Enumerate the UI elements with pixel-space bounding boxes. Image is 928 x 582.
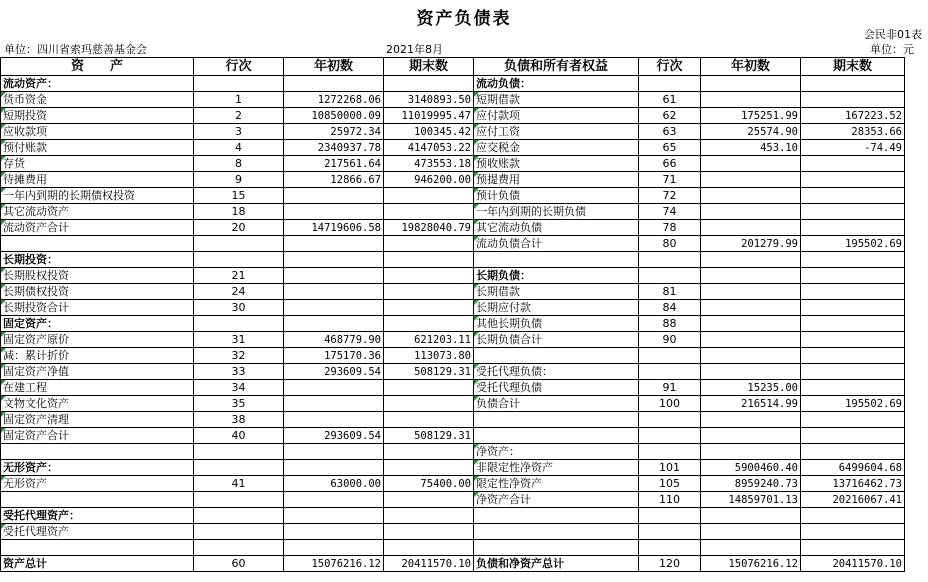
asset-name-cell[interactable]: 其它流动资产 — [1, 204, 194, 220]
liability-name-cell[interactable]: 受托代理负债： — [474, 364, 639, 380]
asset-begin-cell[interactable]: 175170.36 — [284, 348, 384, 364]
table-row — [1, 428, 905, 444]
asset-end-cell[interactable] — [384, 300, 474, 316]
col-header-begin: 年初数 — [284, 58, 384, 76]
liability-end-cell[interactable] — [801, 428, 905, 444]
liability-name-cell[interactable] — [474, 348, 639, 364]
liability-row-no-cell[interactable]: 100 — [639, 396, 701, 412]
liability-begin-cell[interactable] — [701, 540, 801, 556]
liability-name-cell[interactable] — [474, 252, 639, 268]
table-row — [1, 540, 905, 556]
liability-end-cell[interactable]: 195502.69 — [801, 236, 905, 252]
table-row — [1, 460, 905, 476]
liability-name-cell[interactable]: 应付工资 — [474, 124, 639, 140]
liability-name-cell[interactable]: 非限定性净资产 — [474, 460, 639, 476]
asset-begin-cell[interactable]: 12866.67 — [284, 172, 384, 188]
asset-row-no-cell[interactable]: 31 — [194, 332, 284, 348]
liability-end-cell[interactable] — [801, 444, 905, 460]
liability-end-cell[interactable] — [801, 188, 905, 204]
liability-begin-cell[interactable] — [701, 316, 801, 332]
liability-begin-cell[interactable] — [701, 284, 801, 300]
asset-name-cell[interactable]: 预付账款 — [1, 140, 194, 156]
liability-end-cell[interactable] — [801, 156, 905, 172]
table-row — [1, 348, 905, 364]
liability-begin-cell[interactable] — [701, 364, 801, 380]
liability-row-no-cell[interactable] — [639, 364, 701, 380]
liability-begin-cell[interactable] — [701, 508, 801, 524]
asset-row-no-cell[interactable]: 2 — [194, 108, 284, 124]
liability-begin-cell[interactable]: 5900460.40 — [701, 460, 801, 476]
liability-row-no-cell[interactable]: 61 — [639, 92, 701, 108]
asset-name-cell[interactable]: 短期投资 — [1, 108, 194, 124]
asset-row-no-cell[interactable] — [194, 252, 284, 268]
asset-end-cell[interactable] — [384, 236, 474, 252]
table-row — [1, 220, 905, 236]
liability-row-no-cell[interactable] — [639, 412, 701, 428]
table-row — [1, 380, 905, 396]
liability-row-no-cell[interactable]: 65 — [639, 140, 701, 156]
liability-begin-cell[interactable] — [701, 92, 801, 108]
liability-row-no-cell[interactable]: 101 — [639, 460, 701, 476]
liability-row-no-cell[interactable] — [639, 508, 701, 524]
asset-name-cell[interactable]: 固定资产合计 — [1, 428, 194, 444]
liability-name-cell[interactable]: 预计负债 — [474, 188, 639, 204]
asset-begin-cell[interactable] — [284, 252, 384, 268]
asset-row-no-cell[interactable] — [194, 316, 284, 332]
asset-begin-cell[interactable] — [284, 236, 384, 252]
liability-row-no-cell[interactable] — [639, 252, 701, 268]
liability-name-cell[interactable]: 长期负债合计 — [474, 332, 639, 348]
liability-begin-cell[interactable] — [701, 524, 801, 540]
col-header-row-no-2: 行次 — [639, 58, 701, 76]
asset-begin-cell[interactable] — [284, 204, 384, 220]
asset-row-no-cell[interactable]: 30 — [194, 300, 284, 316]
asset-end-cell[interactable]: 113073.80 — [384, 348, 474, 364]
asset-row-no-cell[interactable]: 38 — [194, 412, 284, 428]
asset-row-no-cell[interactable] — [194, 524, 284, 540]
liability-begin-cell[interactable]: 8959240.73 — [701, 476, 801, 492]
liability-end-cell[interactable] — [801, 268, 905, 284]
asset-begin-cell[interactable] — [284, 188, 384, 204]
asset-begin-cell[interactable] — [284, 300, 384, 316]
header-row — [1, 58, 905, 76]
asset-begin-cell[interactable] — [284, 508, 384, 524]
table-row — [1, 188, 905, 204]
liability-begin-cell[interactable]: 175251.99 — [701, 108, 801, 124]
liability-row-no-cell[interactable] — [639, 76, 701, 92]
liability-row-no-cell[interactable]: 105 — [639, 476, 701, 492]
asset-end-cell[interactable] — [384, 204, 474, 220]
asset-name-cell[interactable]: 存货 — [1, 156, 194, 172]
asset-end-cell[interactable] — [384, 268, 474, 284]
liability-end-cell[interactable] — [801, 172, 905, 188]
asset-name-cell[interactable]: 应收款项 — [1, 124, 194, 140]
liability-begin-cell[interactable] — [701, 172, 801, 188]
liability-end-cell[interactable] — [801, 252, 905, 268]
liability-name-cell[interactable]: 长期负债： — [474, 268, 639, 284]
asset-end-cell[interactable] — [384, 524, 474, 540]
liability-end-cell[interactable] — [801, 508, 905, 524]
liability-end-cell[interactable]: -74.49 — [801, 140, 905, 156]
liability-row-no-cell[interactable] — [639, 428, 701, 444]
asset-end-cell[interactable] — [384, 492, 474, 508]
liability-end-cell[interactable]: 6499604.68 — [801, 460, 905, 476]
asset-name-cell[interactable] — [1, 236, 194, 252]
table-row — [1, 76, 905, 92]
organization-label: 单位：四川省索玛慈善基金会 — [4, 43, 147, 56]
asset-begin-cell[interactable]: 468779.90 — [284, 332, 384, 348]
asset-row-no-cell[interactable]: 20 — [194, 220, 284, 236]
asset-end-cell[interactable]: 508129.31 — [384, 428, 474, 444]
asset-begin-cell[interactable]: 217561.64 — [284, 156, 384, 172]
asset-row-no-cell[interactable]: 32 — [194, 348, 284, 364]
asset-total-label[interactable]: 资产总计 — [1, 556, 194, 572]
liability-end-cell[interactable] — [801, 92, 905, 108]
liability-begin-cell[interactable]: 14859701.13 — [701, 492, 801, 508]
liability-name-cell[interactable]: 负债合计 — [474, 396, 639, 412]
asset-begin-cell[interactable]: 25972.34 — [284, 124, 384, 140]
liability-row-no-cell[interactable] — [639, 444, 701, 460]
table-row — [1, 172, 905, 188]
liability-name-cell[interactable]: 其他长期负债 — [474, 316, 639, 332]
asset-begin-cell[interactable] — [284, 492, 384, 508]
asset-name-cell[interactable]: 流动资产合计 — [1, 220, 194, 236]
asset-end-cell[interactable]: 621203.11 — [384, 332, 474, 348]
liability-name-cell[interactable]: 流动负债合计 — [474, 236, 639, 252]
liability-row-no-cell[interactable] — [639, 348, 701, 364]
asset-name-cell[interactable]: 在建工程 — [1, 380, 194, 396]
table-row — [1, 524, 905, 540]
liability-end-cell[interactable] — [801, 380, 905, 396]
table-body — [1, 76, 905, 572]
asset-name-cell[interactable]: 减：累计折价 — [1, 348, 194, 364]
asset-row-no-cell[interactable]: 3 — [194, 124, 284, 140]
liability-begin-cell[interactable] — [701, 412, 801, 428]
asset-row-no-cell[interactable]: 24 — [194, 284, 284, 300]
liability-end-cell[interactable]: 13716462.73 — [801, 476, 905, 492]
asset-begin-cell[interactable] — [284, 284, 384, 300]
liability-begin-cell[interactable] — [701, 220, 801, 236]
liability-end-cell[interactable] — [801, 364, 905, 380]
asset-row-no-cell[interactable]: 33 — [194, 364, 284, 380]
liability-end-cell[interactable]: 28353.66 — [801, 124, 905, 140]
asset-end-cell[interactable] — [384, 284, 474, 300]
asset-begin-cell[interactable]: 1272268.06 — [284, 92, 384, 108]
liability-end-cell[interactable]: 20216067.41 — [801, 492, 905, 508]
liability-row-no-cell[interactable]: 110 — [639, 492, 701, 508]
table-row — [1, 204, 905, 220]
liability-row-no-cell[interactable] — [639, 524, 701, 540]
liability-begin-cell[interactable] — [701, 204, 801, 220]
col-header-assets: 资 产 — [1, 58, 194, 76]
asset-name-cell[interactable]: 文物文化资产 — [1, 396, 194, 412]
table-row — [1, 268, 905, 284]
asset-row-no-cell[interactable]: 4 — [194, 140, 284, 156]
asset-begin-cell[interactable] — [284, 444, 384, 460]
liability-row-no-cell[interactable]: 74 — [639, 204, 701, 220]
liability-end-cell[interactable] — [801, 300, 905, 316]
liability-name-cell[interactable]: 应付款项 — [474, 108, 639, 124]
liability-end-cell[interactable] — [801, 284, 905, 300]
asset-name-cell[interactable] — [1, 540, 194, 556]
asset-name-cell[interactable]: 固定资产： — [1, 316, 194, 332]
asset-name-cell[interactable]: 固定资产净值 — [1, 364, 194, 380]
asset-end-cell[interactable]: 4147053.22 — [384, 140, 474, 156]
liability-row-no-cell[interactable] — [639, 540, 701, 556]
asset-row-no-cell[interactable]: 21 — [194, 268, 284, 284]
report-period: 2021年8月 — [386, 43, 443, 56]
liability-row-no-cell[interactable]: 84 — [639, 300, 701, 316]
total-row — [1, 556, 905, 572]
currency-unit: 单位：元 — [870, 43, 914, 56]
liability-name-cell[interactable]: 长期借款 — [474, 284, 639, 300]
col-header-begin-2: 年初数 — [701, 58, 801, 76]
asset-end-cell[interactable]: 19828040.79 — [384, 220, 474, 236]
asset-begin-cell[interactable] — [284, 460, 384, 476]
asset-row-no-cell[interactable] — [194, 444, 284, 460]
table-row — [1, 412, 905, 428]
table-row — [1, 140, 905, 156]
col-header-end-2: 期末数 — [801, 58, 905, 76]
table-row — [1, 252, 905, 268]
liability-begin-cell[interactable]: 25574.90 — [701, 124, 801, 140]
asset-name-cell[interactable]: 流动资产： — [1, 76, 194, 92]
liability-begin-cell[interactable]: 201279.99 — [701, 236, 801, 252]
liability-name-cell[interactable]: 受托代理负债 — [474, 380, 639, 396]
liability-name-cell[interactable]: 预提费用 — [474, 172, 639, 188]
liability-row-no-cell[interactable]: 81 — [639, 284, 701, 300]
col-header-end: 期末数 — [384, 58, 474, 76]
asset-end-cell[interactable] — [384, 316, 474, 332]
asset-name-cell[interactable]: 一年内到期的长期债权投资 — [1, 188, 194, 204]
liability-row-no-cell[interactable]: 78 — [639, 220, 701, 236]
table-row — [1, 124, 905, 140]
table-row — [1, 92, 905, 108]
table-row — [1, 492, 905, 508]
asset-row-no-cell[interactable]: 8 — [194, 156, 284, 172]
asset-end-cell[interactable] — [384, 252, 474, 268]
asset-row-no-cell[interactable]: 40 — [194, 428, 284, 444]
asset-begin-cell[interactable]: 293609.54 — [284, 364, 384, 380]
liability-name-cell[interactable] — [474, 540, 639, 556]
table-row — [1, 316, 905, 332]
liability-begin-cell[interactable]: 15235.00 — [701, 380, 801, 396]
asset-name-cell[interactable]: 固定资产清理 — [1, 412, 194, 428]
asset-end-cell[interactable] — [384, 412, 474, 428]
liability-end-cell[interactable]: 195502.69 — [801, 396, 905, 412]
asset-begin-cell[interactable] — [284, 396, 384, 412]
asset-row-no-cell[interactable] — [194, 540, 284, 556]
asset-begin-cell[interactable]: 14719606.58 — [284, 220, 384, 236]
asset-name-cell[interactable]: 长期投资： — [1, 252, 194, 268]
liability-begin-cell[interactable] — [701, 252, 801, 268]
asset-end-cell[interactable]: 100345.42 — [384, 124, 474, 140]
asset-name-cell[interactable] — [1, 492, 194, 508]
asset-begin-cell[interactable]: 10850000.09 — [284, 108, 384, 124]
table-row — [1, 284, 905, 300]
liability-begin-cell[interactable] — [701, 268, 801, 284]
liability-name-cell[interactable]: 短期借款 — [474, 92, 639, 108]
liability-name-cell[interactable]: 长期应付款 — [474, 300, 639, 316]
asset-name-cell[interactable]: 无形资产： — [1, 460, 194, 476]
asset-row-no-cell[interactable]: 18 — [194, 204, 284, 220]
liability-row-no-cell[interactable]: 88 — [639, 316, 701, 332]
asset-begin-cell[interactable] — [284, 380, 384, 396]
liability-begin-cell[interactable] — [701, 348, 801, 364]
col-header-liabilities: 负债和所有者权益 — [474, 58, 639, 76]
asset-name-cell[interactable]: 受托代理资产： — [1, 508, 194, 524]
liability-end-cell[interactable]: 167223.52 — [801, 108, 905, 124]
asset-row-no-cell[interactable]: 15 — [194, 188, 284, 204]
liability-name-cell[interactable] — [474, 412, 639, 428]
asset-end-cell[interactable] — [384, 396, 474, 412]
asset-begin-cell[interactable] — [284, 524, 384, 540]
liability-end-cell[interactable] — [801, 540, 905, 556]
asset-total-row-no[interactable]: 60 — [194, 556, 284, 572]
table-row — [1, 396, 905, 412]
liability-row-no-cell[interactable]: 91 — [639, 380, 701, 396]
asset-begin-cell[interactable]: 2340937.78 — [284, 140, 384, 156]
liability-name-cell[interactable]: 流动负债： — [474, 76, 639, 92]
liability-end-cell[interactable] — [801, 316, 905, 332]
asset-end-cell[interactable] — [384, 76, 474, 92]
table-row — [1, 444, 905, 460]
asset-begin-cell[interactable] — [284, 268, 384, 284]
asset-end-cell[interactable] — [384, 188, 474, 204]
asset-row-no-cell[interactable] — [194, 460, 284, 476]
liability-end-cell[interactable] — [801, 524, 905, 540]
asset-row-no-cell[interactable]: 9 — [194, 172, 284, 188]
asset-end-cell[interactable] — [384, 540, 474, 556]
liability-begin-cell[interactable] — [701, 332, 801, 348]
report-title: 资产负债表 — [416, 9, 512, 29]
report-meta-line — [0, 41, 928, 56]
liability-name-cell[interactable]: 净资产： — [474, 444, 639, 460]
asset-name-cell[interactable]: 货币资金 — [1, 92, 194, 108]
asset-end-cell[interactable]: 75400.00 — [384, 476, 474, 492]
liability-name-cell[interactable]: 应交税金 — [474, 140, 639, 156]
liability-name-cell[interactable]: 预收账款 — [474, 156, 639, 172]
liability-end-cell[interactable] — [801, 348, 905, 364]
liability-begin-cell[interactable]: 453.10 — [701, 140, 801, 156]
liability-name-cell[interactable] — [474, 428, 639, 444]
table-row — [1, 332, 905, 348]
asset-end-cell[interactable]: 508129.31 — [384, 364, 474, 380]
liability-end-cell[interactable] — [801, 412, 905, 428]
liability-row-no-cell[interactable] — [639, 268, 701, 284]
liability-begin-cell[interactable] — [701, 76, 801, 92]
col-header-row-no: 行次 — [194, 58, 284, 76]
liability-begin-cell[interactable] — [701, 300, 801, 316]
asset-row-no-cell[interactable]: 1 — [194, 92, 284, 108]
asset-end-cell[interactable] — [384, 460, 474, 476]
asset-name-cell[interactable]: 无形资产 — [1, 476, 194, 492]
asset-row-no-cell[interactable] — [194, 76, 284, 92]
table-row — [1, 508, 905, 524]
asset-row-no-cell[interactable]: 34 — [194, 380, 284, 396]
asset-row-no-cell[interactable]: 35 — [194, 396, 284, 412]
liability-name-cell[interactable] — [474, 508, 639, 524]
liability-row-no-cell[interactable]: 80 — [639, 236, 701, 252]
liability-begin-cell[interactable] — [701, 188, 801, 204]
liability-begin-cell[interactable] — [701, 444, 801, 460]
liability-end-cell[interactable] — [801, 204, 905, 220]
asset-begin-cell[interactable]: 293609.54 — [284, 428, 384, 444]
asset-name-cell[interactable] — [1, 444, 194, 460]
asset-begin-cell[interactable] — [284, 316, 384, 332]
liability-total-label[interactable]: 负债和净资产总计 — [474, 556, 639, 572]
liability-begin-cell[interactable]: 216514.99 — [701, 396, 801, 412]
liability-name-cell[interactable]: 净资产合计 — [474, 492, 639, 508]
asset-begin-cell[interactable] — [284, 540, 384, 556]
liability-row-no-cell[interactable]: 63 — [639, 124, 701, 140]
asset-row-no-cell[interactable] — [194, 492, 284, 508]
asset-begin-cell[interactable] — [284, 76, 384, 92]
asset-name-cell[interactable]: 待摊费用 — [1, 172, 194, 188]
liability-total-end[interactable]: 20411570.10 — [801, 556, 905, 572]
asset-name-cell[interactable]: 受托代理资产 — [1, 524, 194, 540]
asset-end-cell[interactable] — [384, 444, 474, 460]
liability-name-cell[interactable]: 其它流动负债 — [474, 220, 639, 236]
liability-name-cell[interactable]: 限定性净资产 — [474, 476, 639, 492]
asset-total-begin[interactable]: 15076216.12 — [284, 556, 384, 572]
table-row — [1, 476, 905, 492]
balance-sheet-table — [0, 57, 905, 572]
liability-begin-cell[interactable] — [701, 428, 801, 444]
asset-name-cell[interactable]: 长期债权投资 — [1, 284, 194, 300]
asset-name-cell[interactable]: 长期投资合计 — [1, 300, 194, 316]
asset-name-cell[interactable]: 长期股权投资 — [1, 268, 194, 284]
asset-row-no-cell[interactable] — [194, 236, 284, 252]
table-row — [1, 364, 905, 380]
liability-row-no-cell[interactable]: 66 — [639, 156, 701, 172]
liability-end-cell[interactable] — [801, 76, 905, 92]
asset-begin-cell[interactable]: 63000.00 — [284, 476, 384, 492]
liability-row-no-cell[interactable]: 71 — [639, 172, 701, 188]
liability-name-cell[interactable] — [474, 524, 639, 540]
liability-end-cell[interactable] — [801, 332, 905, 348]
asset-name-cell[interactable]: 固定资产原价 — [1, 332, 194, 348]
asset-end-cell[interactable]: 3140893.50 — [384, 92, 474, 108]
asset-end-cell[interactable]: 946200.00 — [384, 172, 474, 188]
liability-end-cell[interactable] — [801, 220, 905, 236]
liability-total-begin[interactable]: 15076216.12 — [701, 556, 801, 572]
liability-name-cell[interactable]: 一年内到期的长期负债 — [474, 204, 639, 220]
asset-total-end[interactable]: 20411570.10 — [384, 556, 474, 572]
liability-row-no-cell[interactable]: 72 — [639, 188, 701, 204]
asset-row-no-cell[interactable]: 41 — [194, 476, 284, 492]
table-row — [1, 236, 905, 252]
asset-end-cell[interactable]: 11019995.47 — [384, 108, 474, 124]
table-row — [1, 156, 905, 172]
liability-total-row-no[interactable]: 120 — [639, 556, 701, 572]
form-code: 会民非01表 — [864, 28, 922, 41]
liability-row-no-cell[interactable]: 62 — [639, 108, 701, 124]
liability-begin-cell[interactable] — [701, 156, 801, 172]
asset-end-cell[interactable] — [384, 380, 474, 396]
table-row — [1, 108, 905, 124]
asset-end-cell[interactable] — [384, 508, 474, 524]
asset-begin-cell[interactable] — [284, 412, 384, 428]
table-row — [1, 300, 905, 316]
asset-row-no-cell[interactable] — [194, 508, 284, 524]
liability-row-no-cell[interactable]: 90 — [639, 332, 701, 348]
asset-end-cell[interactable]: 473553.18 — [384, 156, 474, 172]
